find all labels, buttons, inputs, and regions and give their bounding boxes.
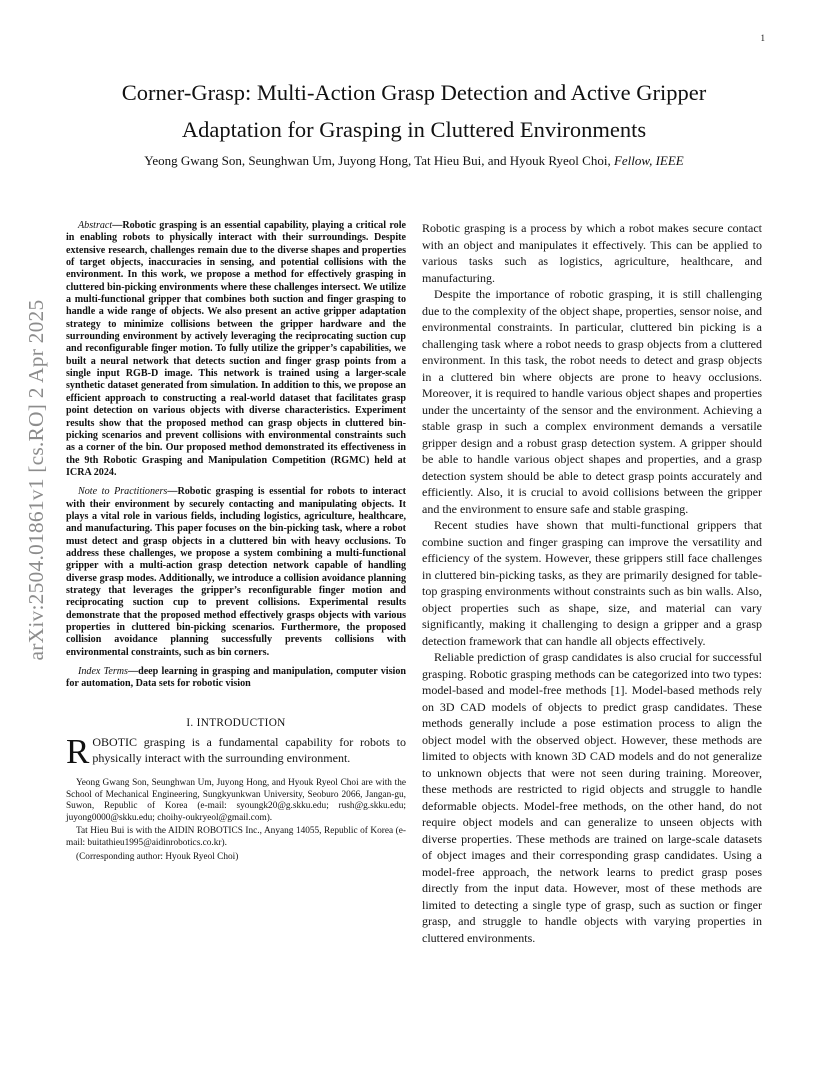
section-heading-introduction	[66, 717, 406, 729]
author-list	[70, 152, 758, 169]
body-paragraph: Reliable prediction of grasp candidates is also crucial for successful grasping. Robotic grasping methods can be categorized into two types: model-based and model-free methods [1]. Model-based methods rely on 3D CAD models of objects to predict grasp candidates. These methods generally include a pose estimation process to align the object model with the observed object. However, these methods are limited to objects with known 3D CAD models and do not generalize to unknown objects that were not seen during training. Moreover, these methods are restricted to rigid objects and struggle to handle deformable objects. Model-free methods, on the other hand, do not require object models and can generalize to unseen objects with diverse properties. These methods are trained on large-scale datasets of object images and their corresponding grasp candidates. Using a model-free approach, the network learns to predict grasp poses directly from the input data. However, most of these methods are limited to detecting a single type of grasp, such as suction or finger grasp, and struggle to handle objects with varying properties in cluttered environments.	[422, 650, 762, 945]
footnote-corresponding-author: (Corresponding author: Hyouk Ryeol Choi)	[76, 851, 239, 862]
note-lead: Note to Practitioners	[78, 486, 168, 498]
note-to-practitioners	[66, 486, 406, 659]
paper-title-line-2: Adaptation for Grasping in Cluttered Environments	[181, 117, 647, 142]
arxiv-identifier-stamp[interactable]: arXiv:2504.01861v1 [cs.RO] 2 Apr 2025	[24, 299, 48, 661]
left-column	[66, 220, 406, 865]
section-heading-first-letter: I	[196, 716, 201, 729]
body-paragraph: Despite the importance of robotic grasping, it is still challenging due to the complexity of the object shape, properties, sensor noise, and environmental constraints. In particular, cluttered bin picking is a challenging task where a robot needs to grasp objects from a cluttered environment. In this task, the robot needs to detect and grasp objects in a cluttered bin where objects are prone to heavy occlusions. Moreover, it is required to handle various object shapes and properties under the uncertainty of the sensor and the environment. Achieving a stable grasp in such a complex environment demands a versatile gripper design and a robust grasp detection system. A gripper should be able to handle various object shapes and properties, and a grasp detection system should be able to detect grasp points accurately and efficiently. Also, it is crucial to avoid collisions between the gripper and the environment to ensure safe and stable grasping.	[422, 287, 762, 516]
abstract-text: —Robotic grasping is an essential capability, playing a critical role in enabling robots to physically interact with their surroundings. Despite extensive research, challenges remain due to the diverse shapes and properties of target objects, inaccuracies in sensing, and potential collisions with the environment. In this work, we propose a method for effectively grasping in cluttered bin-picking environments where these challenges intersect. We utilize a multi-functional gripper that combines both suction and finger grasping to handle a wide range of objects. We also present an active gripper adaptation strategy to minimize collisions between the gripper hardware and the surrounding environment by actively leveraging the reciprocating suction cup and reconfigurable finger motion. To fully utilize the gripper’s capabilities, we built a neural network that detects suction and finger grasp points from a single input RGB-D image. This network is trained using a larger-scale synthetic dataset generated from simulation. In addition to this, we propose an efficient approach to constructing a real-world dataset that facilitates grasp point detection on various objects with diverse characteristics. Experiment results show that the proposed method can grasp objects in cluttered bin-picking scenarios and prevent collisions with environmental constraints such as a corner of the bin. Our proposed method demonstrated its effectiveness in the 9th Robotic Grasping and Manipulation Competition (RGMC) held at ICRA 2024.	[66, 220, 406, 478]
index-terms	[66, 666, 406, 691]
index-terms-lead: Index Terms	[78, 666, 128, 678]
note-text: —Robotic grasping is essential for robots to interact with their environment by securely contacting and manipulating objects. It plays a vital role in various fields, including logistics, agriculture, healthcare, and manufacturing. This paper focuses on the bin-picking task, where a robot must detect and grasp objects in a cluttered bin with heavy occlusions. To address these challenges, we propose a system combining a multi-functional gripper with a multi-action grasp detection network capable of handling diverse grasp modes. Additionally, we introduce a collision avoidance planning strategy that leverages the gripper’s reconfigurable finger motion and reciprocating suction cup to prevent collisions. Experimental results demonstrate that the proposed method effectively grasps objects with various properties in cluttered bin-picking scenarios. Furthermore, the proposed collision avoidance planning successfully prevents collisions with environmental constraints, such as bin corners.	[66, 486, 406, 658]
paper-title-line-1: Corner-Grasp: Multi-Action Grasp Detection and Active Gripper	[121, 80, 707, 105]
body-paragraph: Recent studies have shown that multi-functional grippers that combine suction and finger grasping can improve the versatility and efficiency of the system. However, these grippers still face challenges in cluttered bin-picking tasks, as they are primarily designed for table-top grasping environments without constraints such as bin walls. Also, object properties such as shape, size, and material can vary significantly, making it challenging to design a gripper and a grasp detection framework that can handle all objects effectively.	[422, 518, 762, 648]
section-numeral: I.	[186, 716, 197, 729]
paper-title	[76, 74, 752, 148]
body-paragraph: Robotic grasping is a process by which a robot makes secure contact with an object and manipulates it effectively. This can be applied to various tasks such as logistics, agriculture, healthcare, and manufacturing.	[422, 221, 762, 285]
abstract	[66, 220, 406, 479]
introduction-text: OBOTIC grasping is a fundamental capability for robots to physically interact with the surrounding environment.	[92, 735, 406, 765]
author-names: Yeong Gwang Son, Seunghwan Um, Juyong Hong, Tat Hieu Bui, and Hyouk Ryeol Choi,	[144, 153, 614, 168]
abstract-lead: Abstract	[78, 220, 113, 231]
index-terms-text: —deep learning in grasping and manipulation, computer vision for automation, Data sets for robotic vision	[66, 666, 406, 690]
footnote-affiliation-skku: Yeong Gwang Son, Seunghwan Um, Juyong Hong, and Hyouk Ryeol Choi are with the School of Mechanical Engineering, Sungkyunkwan University, Seoburo 2066, Jangan-gu, Suwon, Republic of Korea (e-mail: syoungk20@g.skku.edu; rush@g.skku.edu; juyong0000@skku.edu; choihy-oukryeol@gmail.com).	[66, 778, 406, 823]
drop-cap: R	[66, 732, 90, 772]
page-number: 1	[760, 33, 765, 43]
right-column	[422, 220, 762, 946]
footnote-affiliation-aidin: Tat Hieu Bui is with the AIDIN ROBOTICS Inc., Anyang 14055, Republic of Korea (e-mail: buitathieu1995@aidinrobotics.co.kr).	[66, 826, 406, 849]
author-suffix: Fellow, IEEE	[613, 153, 684, 168]
introduction-paragraph	[66, 732, 406, 772]
section-heading-rest: NTRODUCTION	[200, 716, 286, 729]
